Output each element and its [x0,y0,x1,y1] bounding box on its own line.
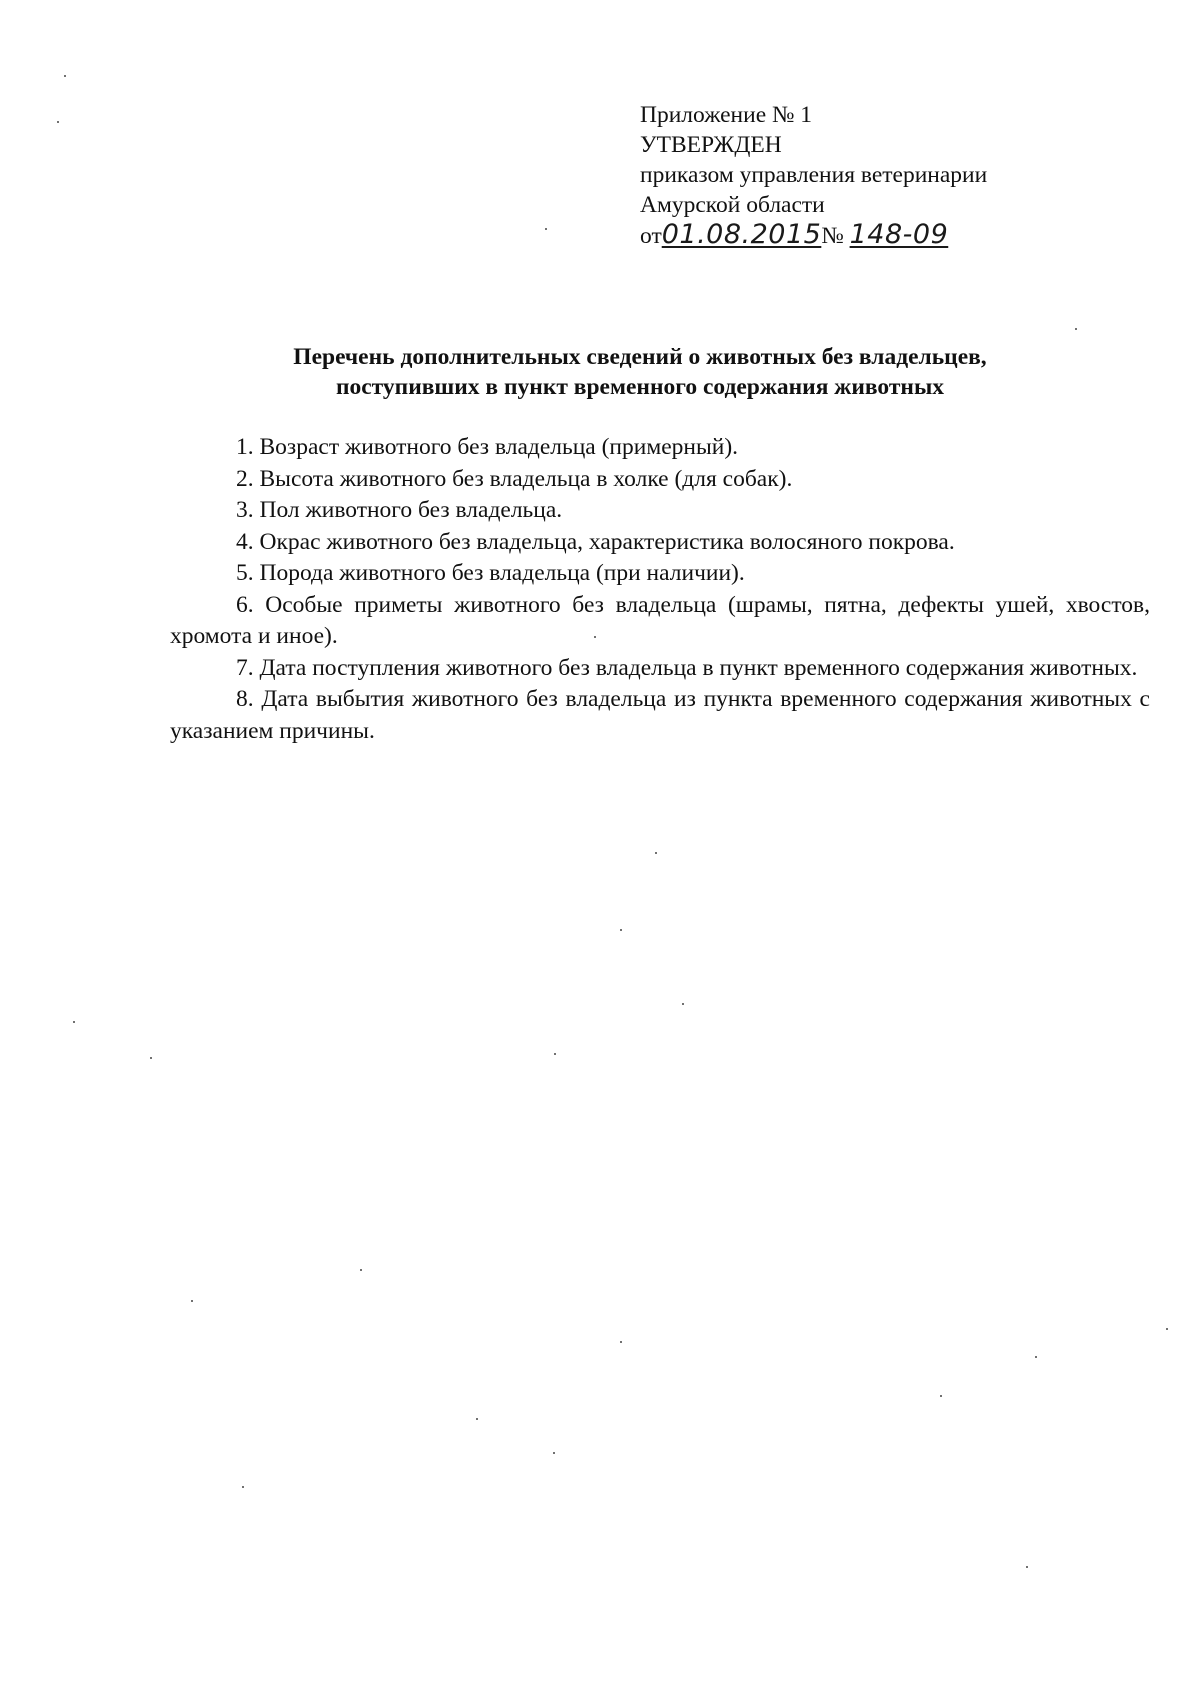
order-line-1: приказом управления ветеринарии [640,162,988,188]
list-item: 8. Дата выбытия животного без владельца из пункта временного содержания животных с указанием причины. [170,686,1150,744]
list-item: 1. Возраст животного без владельца (примерный). [236,434,739,460]
approval-block [640,100,1080,250]
list-item: 5. Порода животного без владельца (при наличии). [236,560,745,586]
items-list [170,432,1150,747]
approved-label: УТВЕРЖДЕН [640,132,782,158]
list-item: 4. Окрас животного без владельца, характеристика волосяного покрова. [236,528,955,555]
list-item: 2. Высота животного без владельца в холке (для собак). [236,465,793,492]
title-line-2: поступивших в пункт временного содержания животных [335,374,945,400]
list-item: 6. Особые приметы животного без владельца (шрамы, пятна, дефекты ушей, хвостов, хромота и иное). [170,591,1150,649]
date-prefix: от [640,223,662,249]
appendix-label: Приложение № 1 [640,102,813,128]
number-prefix: № [821,223,844,249]
order-line-2: Амурской области [640,192,825,218]
list-item: 7. Дата поступления животного без владельца в пункт временного содержания животных. [236,654,1138,681]
handwritten-number: 148-09 [849,219,949,250]
title-line-1: Перечень дополнительных сведений о животных без владельцев, [293,344,987,370]
list-item: 3. Пол животного без владельца. [236,497,563,523]
order-date-number-line [640,220,1080,250]
handwritten-date: 01.08.2015 [661,219,822,250]
document-title [160,342,1120,402]
